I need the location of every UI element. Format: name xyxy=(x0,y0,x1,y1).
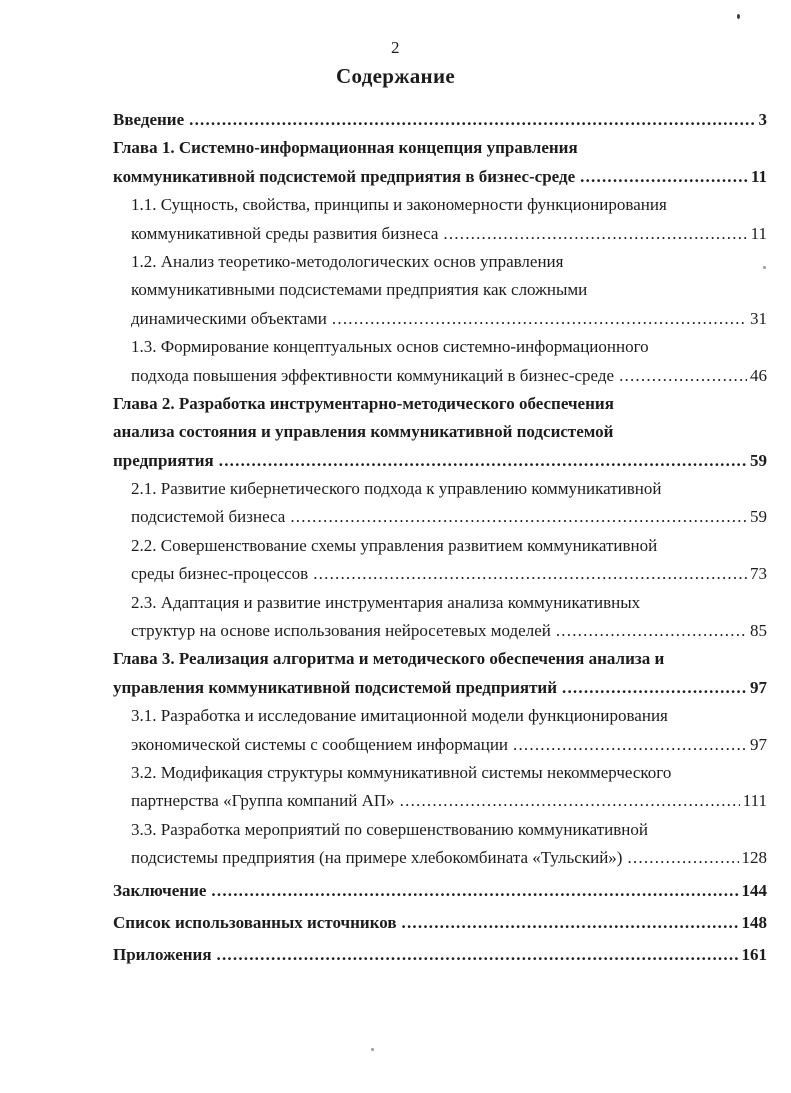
toc-entry-text: среды бизнес-процессов xyxy=(131,564,309,584)
toc-entry-text: коммуникативной среды развития бизнеса xyxy=(131,223,439,243)
dot-leader xyxy=(627,844,738,872)
toc-entry xyxy=(113,759,767,816)
toc-entry-text: 3.3. Разработка мероприятий по совершенствованию коммуникативной xyxy=(131,819,648,839)
dot-leader xyxy=(332,305,747,333)
toc-entry xyxy=(113,106,767,134)
dot-leader xyxy=(513,731,747,759)
dot-leader xyxy=(189,106,755,134)
dot-leader xyxy=(219,447,747,475)
toc-page-number: 3 xyxy=(758,110,767,129)
toc-entry xyxy=(113,532,767,589)
dot-leader xyxy=(562,674,747,702)
toc-entry-text: Список использованных источников xyxy=(113,912,397,932)
toc-entry-text: 1.2. Анализ теоретико-методологических основ управления xyxy=(131,251,564,271)
toc-page-number: 97 xyxy=(750,677,767,697)
toc-page-number: 85 xyxy=(750,621,767,641)
toc-entry xyxy=(113,645,767,702)
toc-page-number: 11 xyxy=(750,166,767,186)
toc-entry-text: 2.3. Адаптация и развитие инструментария анализа коммуникативных xyxy=(131,592,641,612)
toc-entry xyxy=(113,134,767,191)
toc-page-number: 59 xyxy=(750,450,767,470)
toc-entry-text: 2.1. Развитие кибернетического подхода к управлению коммуникативной xyxy=(131,479,662,499)
toc-entry xyxy=(113,941,767,969)
toc-entry-text: 2.2. Совершенствование схемы управления развитием коммуникативной xyxy=(131,535,658,555)
dot-leader xyxy=(556,617,747,645)
toc-entry xyxy=(113,248,767,333)
toc-entry-text: подхода повышения эффективности коммуникаций в бизнес-среде xyxy=(131,365,615,385)
dot-leader xyxy=(402,909,739,937)
toc-page-number: 148 xyxy=(741,912,767,932)
toc-page-number: 46 xyxy=(750,365,767,385)
toc-entry-text: Глава 1. Системно-информационная концепция управления xyxy=(113,138,578,158)
toc-page-number: 73 xyxy=(750,564,767,584)
page-number: 2 xyxy=(391,38,400,57)
toc-entry xyxy=(113,333,767,390)
dot-leader xyxy=(217,941,739,969)
toc-entry xyxy=(113,475,767,532)
scan-artifact-dot xyxy=(763,266,766,269)
toc-entry-text: партнерства «Группа компаний АП» xyxy=(131,791,395,811)
toc-entry xyxy=(113,909,767,937)
dot-leader xyxy=(443,220,747,248)
toc-entry-text: Приложения xyxy=(113,945,212,965)
toc-entry-text: Введение xyxy=(113,110,185,129)
toc-entry-text: экономической системы с сообщением информации xyxy=(131,734,509,754)
toc-page-number: 161 xyxy=(741,945,767,965)
toc-entry xyxy=(113,816,767,873)
dot-leader xyxy=(290,503,747,531)
toc-entry-text: коммуникативной подсистемой предприятия в бизнес-среде xyxy=(113,166,576,186)
dot-leader xyxy=(211,877,738,905)
toc-entry-text: Глава 3. Реализация алгоритма и методического обеспечения анализа и xyxy=(113,649,665,669)
toc-entry-text: Глава 2. Разработка инструментарно-методического обеспечения xyxy=(113,393,614,413)
page-title: Содержание xyxy=(336,64,455,88)
toc-entry-text: подсистемы предприятия (на примере хлебокомбината «Тульский») xyxy=(131,848,623,868)
toc-entry-text: динамическими объектами xyxy=(131,308,327,328)
toc-entry xyxy=(113,702,767,759)
toc-entry-text: подсистемой бизнеса xyxy=(131,507,286,527)
toc-page-number: 128 xyxy=(741,848,767,868)
toc-page-number: 31 xyxy=(750,308,767,328)
toc-entry-text: управления коммуникативной подсистемой предприятий xyxy=(113,677,558,697)
toc-entry-text: 1.1. Сущность, свойства, принципы и закономерности функционирования xyxy=(131,195,667,215)
dot-leader xyxy=(580,163,748,191)
toc-entry-text: 1.3. Формирование концептуальных основ системно-информационного xyxy=(131,337,649,357)
scan-artifact-dot xyxy=(371,1048,374,1051)
toc-page-number: 11 xyxy=(750,223,767,243)
toc-page-number: 111 xyxy=(742,791,767,811)
toc-entry xyxy=(113,877,767,905)
toc-entry-text: Заключение xyxy=(113,880,207,900)
dot-leader xyxy=(313,560,747,588)
toc-page-number: 97 xyxy=(750,734,767,754)
dot-leader xyxy=(619,362,747,390)
toc-entry xyxy=(113,589,767,646)
toc-page-number: 59 xyxy=(750,507,767,527)
toc-entry xyxy=(113,390,767,475)
toc-entry-text: 3.1. Разработка и исследование имитационной модели функционирования xyxy=(131,706,668,726)
toc-entry-text: структур на основе использования нейросетевых моделей xyxy=(131,621,551,641)
dot-leader xyxy=(400,787,740,815)
toc-entry-text: анализа состояния и управления коммуникативной подсистемой xyxy=(113,422,614,442)
toc-entry-text: коммуникативными подсистемами предприятия как сложными xyxy=(131,280,588,300)
toc-list xyxy=(113,106,767,970)
toc-page-number: 144 xyxy=(741,880,767,900)
toc-entry-text: 3.2. Модификация структуры коммуникативной системы некоммерческого xyxy=(131,762,672,782)
scan-artifact-dot xyxy=(737,14,740,19)
toc-entry-text: предприятия xyxy=(113,450,214,470)
toc-entry xyxy=(113,191,767,248)
